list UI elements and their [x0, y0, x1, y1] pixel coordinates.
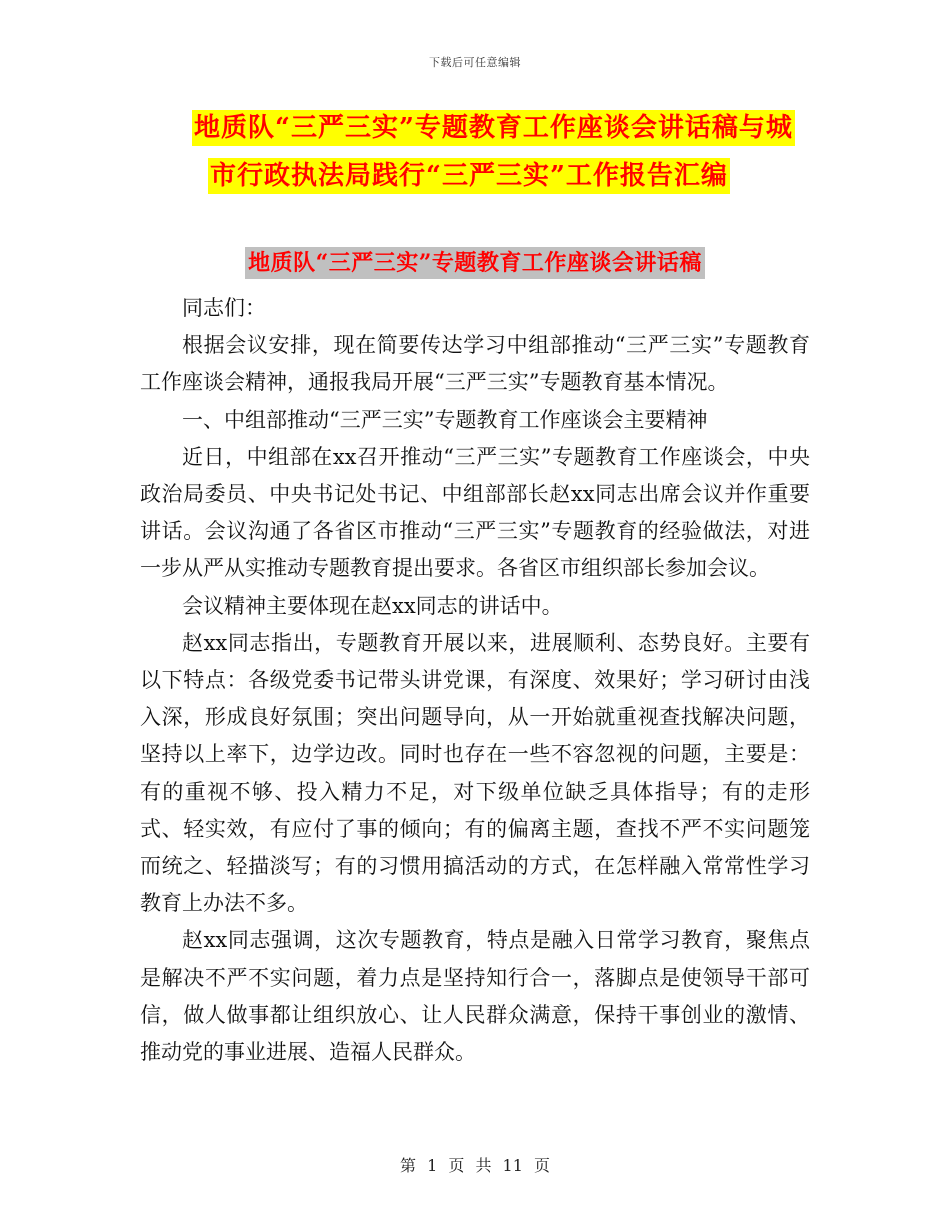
body-paragraph: 会议精神主要体现在赵xx同志的讲话中。 — [182, 593, 563, 618]
subheading-paragraph: 一、中组部推动“三严三实”专题教育工作座谈会主要精神 — [182, 407, 708, 432]
salutation-paragraph: 同志们： — [182, 296, 266, 320]
page-number-footer: 第 1 页 共 11 页 — [400, 1156, 550, 1175]
page-header-note: 下载后可任意编辑 — [429, 56, 521, 69]
body-paragraph: 根据会议安排，现在简要传达学习中组部推动“三严三实”专题教育工作座谈会精神，通报我局开展“三严三实”专题教育基本情况。 — [140, 333, 810, 395]
body-paragraph: 赵xx同志强调，这次专题教育，特点是融入日常学习教育，聚焦点是解决不严不实问题，着力点是坚持知行合一，落脚点是使领导干部可信，做人做事都让组织放心、让人民群众满意，保持干事创业的激情、推动党的事业进展、造福人民群众。 — [140, 928, 810, 1065]
body-paragraph: 近日，中组部在xx召开推动“三严三实”专题教育工作座谈会，中央政治局委员、中央书记处书记、中组部部长赵xx同志出席会议并作重要讲话。会议沟通了各省区市推动“三严三实”专题教育的经验做法，对进一步从严从实推动专题教育提出要求。各省区市组织部长参加会议。 — [140, 444, 810, 581]
section-heading-text: 地质队“三严三实”专题教育工作座谈会讲话稿 — [245, 247, 705, 279]
section-heading — [0, 247, 950, 279]
body-paragraph: 赵xx同志指出，专题教育开展以来，进展顺利、态势良好。主要有以下特点：各级党委书记带头讲党课，有深度、效果好；学习研讨由浅入深，形成良好氛围；突出问题导向，从一开始就重视查找解决问题，坚持以上率下，边学边改。同时也存在一些不容忽视的问题，主要是：有的重视不够、投入精力不足，对下级单位缺乏具体指导；有的走形式、轻实效，有应付了事的倾向；有的偏离主题，查找不严不实问题笼而统之、轻描淡写；有的习惯用搞活动的方式，在怎样融入常常性学习教育上办法不多。 — [140, 630, 810, 916]
document-body — [140, 290, 810, 1071]
document-title-line-1: 地质队“三严三实”专题教育工作座谈会讲话稿与城 — [192, 110, 795, 146]
document-title-line-2: 市行政执法局践行“三严三实”工作报告汇编 — [208, 158, 730, 194]
